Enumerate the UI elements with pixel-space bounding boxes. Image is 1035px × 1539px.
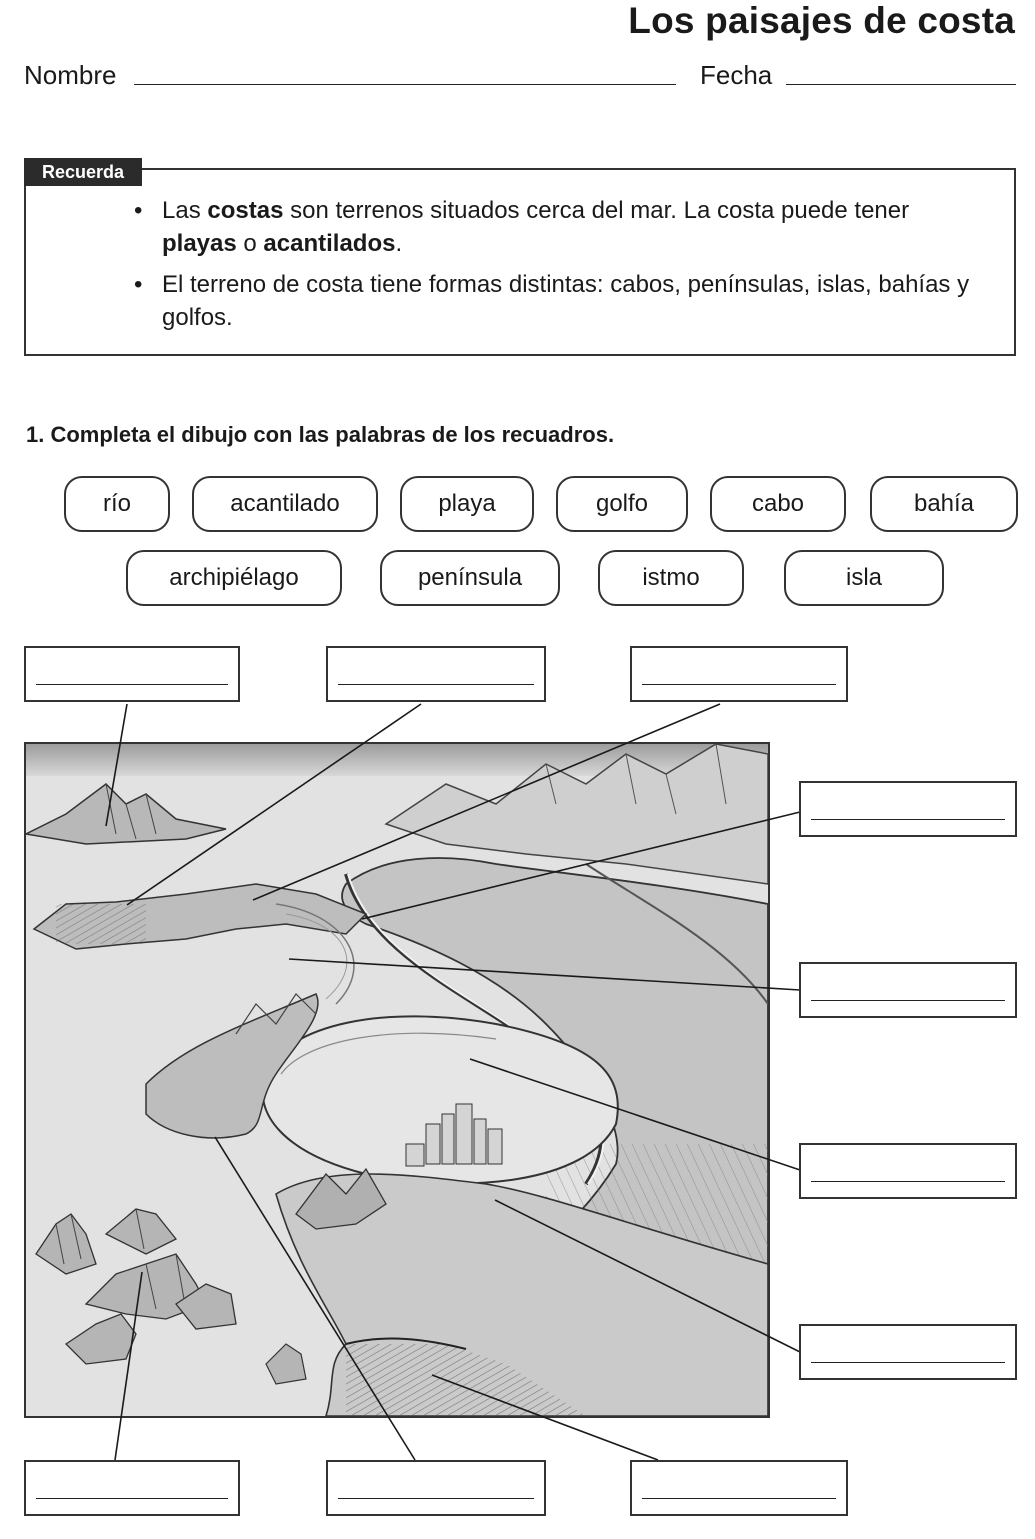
answer-line: [36, 1498, 228, 1499]
answer-line: [36, 684, 228, 685]
word-box-peninsula[interactable]: península: [380, 550, 560, 606]
coastal-landscape-illustration: [24, 742, 770, 1418]
answer-box-10[interactable]: [630, 1460, 848, 1516]
bullet1-text-1: Las: [162, 197, 208, 224]
answer-box-8[interactable]: [24, 1460, 240, 1516]
word-box-isla[interactable]: isla: [784, 550, 944, 606]
word-box-cabo[interactable]: cabo: [710, 476, 846, 532]
bullet-costas: [130, 194, 990, 260]
answer-line: [338, 684, 534, 685]
page-title: Los paisajes de costa: [628, 0, 1015, 41]
answer-line: [811, 819, 1005, 820]
bullet-formas: • El terreno de costa tiene formas distintas: cabos, penínsulas, islas, bahías y golfos.: [130, 268, 990, 334]
answer-line: [642, 684, 836, 685]
date-field[interactable]: [786, 84, 1016, 85]
answer-box-3[interactable]: [630, 646, 848, 702]
name-label: Nombre: [24, 60, 117, 90]
answer-line: [642, 1498, 836, 1499]
landscape-drawing: [26, 744, 768, 1416]
word-box-bahia[interactable]: bahía: [870, 476, 1018, 532]
answer-line: [338, 1498, 534, 1499]
word-box-archipielago[interactable]: archipiélago: [126, 550, 342, 606]
answer-box-6[interactable]: [799, 1143, 1017, 1199]
word-box-golfo[interactable]: golfo: [556, 476, 688, 532]
date-label: Fecha: [700, 60, 773, 90]
answer-box-9[interactable]: [326, 1460, 546, 1516]
recuerda-tab: Recuerda: [24, 158, 142, 186]
bullet1-bold-acantilados: acantilados: [263, 230, 396, 257]
bullet1-text-3: o: [236, 230, 264, 257]
word-box-rio[interactable]: río: [64, 476, 170, 532]
answer-box-5[interactable]: [799, 962, 1017, 1018]
answer-box-2[interactable]: [326, 646, 546, 702]
exercise-instruction: 1. Completa el dibujo con las palabras de los recuadros.: [26, 422, 615, 447]
answer-line: [811, 1000, 1005, 1001]
answer-box-4[interactable]: [799, 781, 1017, 837]
answer-box-7[interactable]: [799, 1324, 1017, 1380]
bullet1-text-4: .: [395, 230, 403, 257]
word-box-acantilado[interactable]: acantilado: [192, 476, 378, 532]
answer-line: [811, 1362, 1005, 1363]
bullet1-bold-playas: playas: [162, 230, 237, 257]
word-box-playa[interactable]: playa: [400, 476, 534, 532]
bullet1-text-2: son terrenos situados cerca del mar. La costa puede tener: [283, 197, 910, 224]
answer-box-1[interactable]: [24, 646, 240, 702]
bullet1-bold-costas: costas: [207, 197, 284, 224]
answer-line: [811, 1181, 1005, 1182]
word-box-istmo[interactable]: istmo: [598, 550, 744, 606]
recuerda-bullets: [130, 194, 990, 342]
name-field[interactable]: [134, 84, 676, 85]
